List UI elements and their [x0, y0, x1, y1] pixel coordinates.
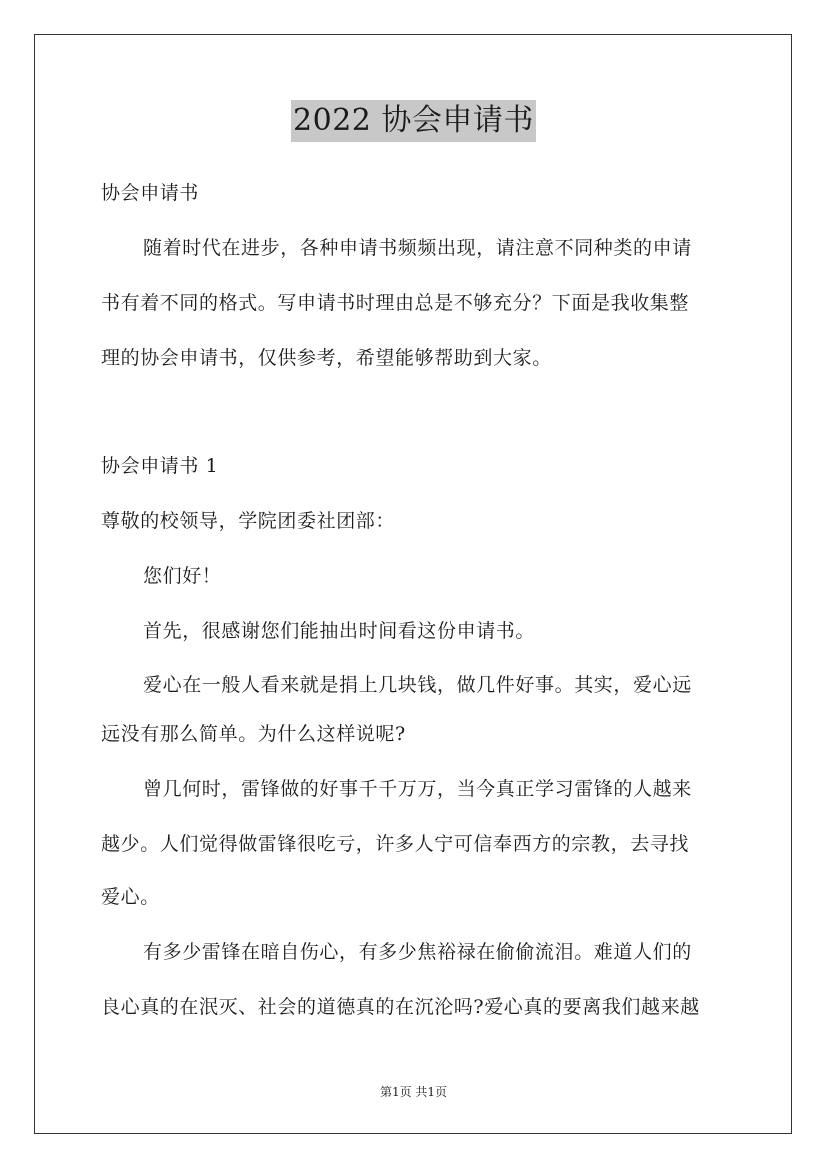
intro-line: 书有着不同的格式。写申请书时理由总是不够充分？下面是我收集整 — [101, 292, 690, 314]
letter-heading: 协会申请书 1 — [101, 455, 219, 477]
body-line: 良心真的在泯灭、社会的道德真的在沉沦吗?爱心真的要离我们越来越 — [101, 996, 700, 1018]
body-line: 远没有那么简单。为什么这样说呢? — [101, 723, 406, 745]
body-line: 越少。人们觉得做雷锋很吃亏，许多人宁可信奉西方的宗教，去寻找 — [101, 833, 690, 855]
body-line: 首先，很感谢您们能抽出时间看这份申请书。 — [143, 620, 536, 642]
title-container — [0, 100, 827, 142]
document-title: 2022 协会申请书 — [291, 100, 536, 142]
greeting: 您们好！ — [143, 565, 222, 587]
body-line: 有多少雷锋在暗自伤心，有多少焦裕禄在偷偷流泪。难道人们的 — [143, 941, 692, 963]
intro-line: 随着时代在进步，各种申请书频频出现，请注意不同种类的申请 — [143, 237, 692, 259]
page-footer: 第1页 共1页 — [379, 1085, 448, 1099]
salutation: 尊敬的校领导，学院团委社团部： — [101, 510, 396, 532]
section-heading: 协会申请书 — [101, 182, 200, 204]
intro-line: 理的协会申请书，仅供参考，希望能够帮助到大家。 — [101, 347, 552, 369]
body-line: 曾几何时，雷锋做的好事千千万万，当今真正学习雷锋的人越来 — [143, 778, 692, 800]
body-line: 爱心在一般人看来就是捐上几块钱，做几件好事。其实，爱心远 — [143, 674, 692, 696]
body-line: 爱心。 — [101, 886, 160, 908]
